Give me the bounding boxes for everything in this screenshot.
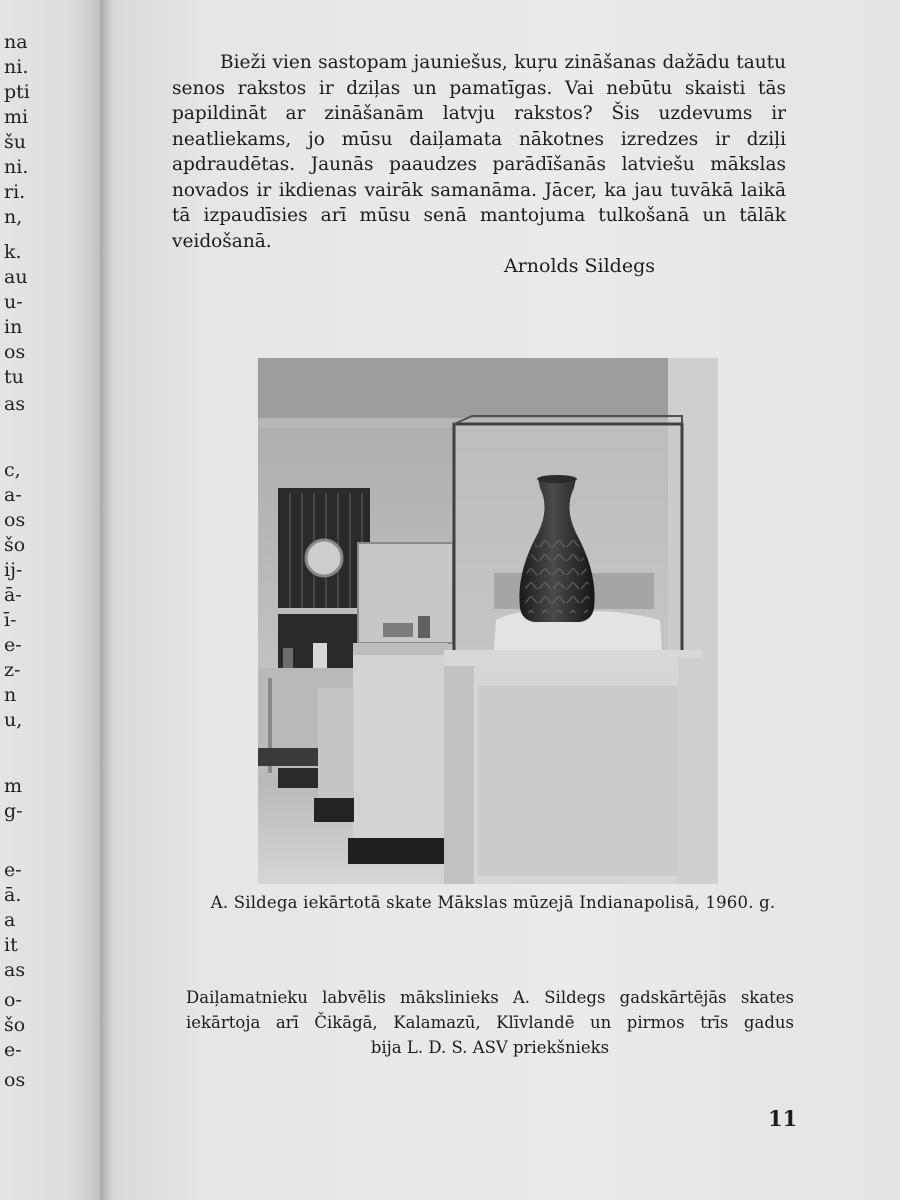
- left-page-text-fragment: g-: [4, 800, 23, 822]
- left-page-text-fragment: k.: [4, 241, 22, 263]
- left-page-text-fragment: ni.: [4, 156, 29, 178]
- left-page-text-fragment: na: [4, 31, 28, 53]
- left-page-text-fragment: šu: [4, 131, 26, 153]
- note-line: bija L. D. S. ASV priekšnieks: [370, 1038, 610, 1057]
- left-page-text-fragment: au: [4, 266, 28, 288]
- left-page-text-fragment: ni.: [4, 56, 29, 78]
- left-page-text-fragment: e-: [4, 634, 22, 656]
- left-page-text-fragment: m: [4, 775, 23, 797]
- exhibition-photo-image: [258, 358, 718, 884]
- left-page-text-fragment: e-: [4, 859, 22, 881]
- left-page-text-fragment: n: [4, 684, 17, 706]
- left-page-text-fragment: tu: [4, 366, 24, 388]
- left-page-text-fragment: e-: [4, 1039, 22, 1061]
- left-page-text-fragment: ī-: [4, 609, 17, 631]
- left-page-text-fragment: it: [4, 934, 18, 956]
- left-page-text-fragment: in: [4, 316, 23, 338]
- note-text: [186, 985, 794, 1060]
- page-number: 11: [768, 1106, 798, 1131]
- left-page-text-fragment: mi: [4, 106, 29, 128]
- left-page-text-fragment: šo: [4, 1014, 26, 1036]
- left-page-text-fragment: ij-: [4, 559, 23, 581]
- note-line: Daiļamatnieku labvēlis mākslinieks A. Sildegs gadskārtējās skates: [186, 988, 794, 1007]
- left-page-text-fragment: os: [4, 341, 26, 363]
- exhibition-photo: [258, 358, 718, 884]
- left-page-text-fragment: n,: [4, 206, 23, 228]
- photo-caption: A. Sildega iekārtotā skate Mākslas mūzejā Indianapolisā, 1960. g.: [210, 893, 776, 912]
- left-page-text-fragment: šo: [4, 534, 26, 556]
- author-signature: Arnolds Sildegs: [504, 255, 655, 277]
- left-page-text-fragment: o-: [4, 989, 22, 1011]
- left-page-text-fragment: ri.: [4, 181, 26, 203]
- left-page-text-fragment: z-: [4, 659, 21, 681]
- left-page-text-fragment: c,: [4, 459, 21, 481]
- body-paragraph: Bieži vien sastopam jauniešus, kuŗu zināšanas dažādu tautu senos rakstos ir dziļas un pamatīgas. Vai nebūtu skaisti tās papildināt ar zināšanām latvju rakstos? Šis uzdevums ir neatliekams, jo mūsu daiļamata nākotnes izredzes ir dziļi apdraudētas. Jaunās paaudzes parādīšanās latviešu mākslas novados ir ikdienas vairāk samanāma. Jācer, ka jau tuvākā laikā tā izpaudīsies arī mūsu senā mantojuma tulkošanā un tālāk veidošanā.: [172, 52, 786, 252]
- left-page-text-fragment: ā-: [4, 584, 22, 606]
- left-page-text-fragment: pti: [4, 81, 30, 103]
- left-page-text-fragment: as: [4, 393, 26, 415]
- left-page-edge: [0, 0, 106, 1200]
- body-text: [172, 50, 786, 254]
- left-page-text-fragment: a: [4, 909, 16, 931]
- left-page-text-fragment: u,: [4, 709, 23, 731]
- book-page: [112, 0, 900, 1200]
- left-page-text-fragment: u-: [4, 291, 23, 313]
- left-page-text-fragment: as: [4, 959, 26, 981]
- left-page-text-fragment: ā.: [4, 884, 22, 906]
- left-page-text-fragment: a-: [4, 484, 22, 506]
- note-line: iekārtoja arī Čikāgā, Kalamazū, Klīvlandē un pirmos trīs gadus: [186, 1013, 794, 1032]
- left-page-text-fragment: os: [4, 509, 26, 531]
- left-page-text-fragment: os: [4, 1069, 26, 1091]
